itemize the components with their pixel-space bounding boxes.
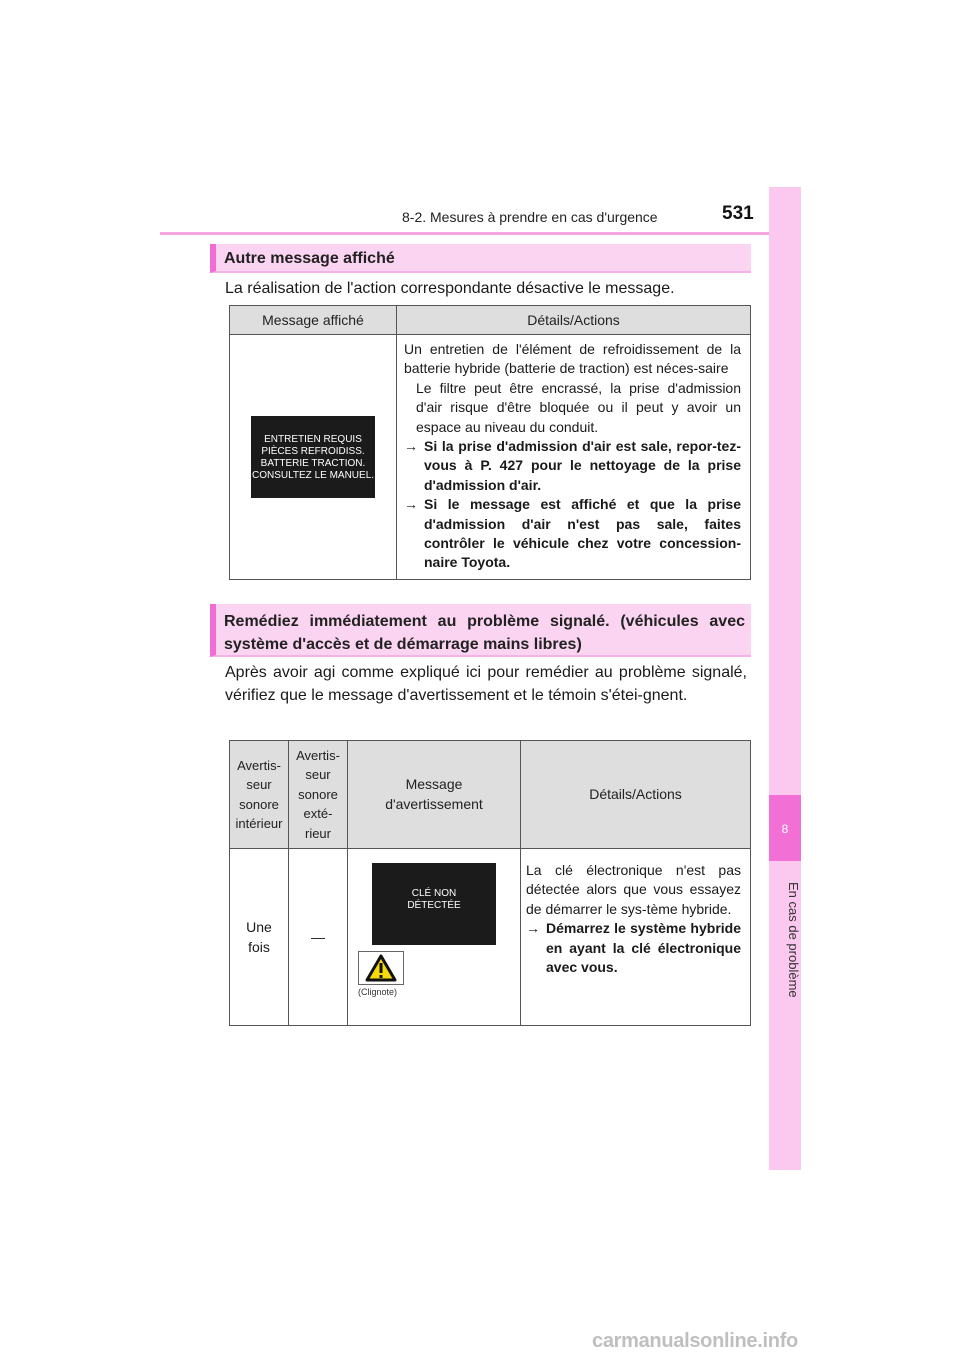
details-main: Un entretien de l'élément de refroidissement de la batterie hybride (batterie de traction) est néces-saire (404, 341, 741, 377)
details-main: La clé électronique n'est pas détectée alors que vous essayez de démarrer le sys-tème hybride. (526, 862, 741, 917)
details-cell (397, 335, 751, 580)
chapter-tab-number: 8 (781, 822, 789, 836)
display-cooling-maintenance (251, 416, 375, 498)
arrow-icon: → (404, 496, 418, 513)
display-line: DÉTECTÉE (407, 900, 461, 911)
section-heading-other-message: Autre message affiché (210, 244, 751, 273)
blink-label: (Clignote) (358, 987, 398, 997)
header-line: seur (246, 777, 272, 793)
header-line: rieur (304, 825, 331, 841)
col-header-warning-message (348, 741, 521, 849)
warning-table (229, 740, 751, 1026)
display-line: CONSULTEZ LE MANUEL. (251, 469, 375, 481)
col-header-interior-buzzer (230, 741, 289, 849)
action-item (404, 437, 741, 495)
header-line: Avertis- (296, 747, 340, 763)
arrow-icon: → (526, 920, 540, 937)
warning-triangle-icon (359, 952, 403, 984)
arrow-icon: → (404, 438, 418, 455)
chapter-label: 8-2. Mesures à prendre en cas d'urgence (402, 209, 658, 225)
action-text: Si la prise d'admission d'air est sale, repor-tez-vous à P. 427 pour le nettoyage de la prise d'admission d'air. (424, 438, 741, 493)
message-display-cell (230, 335, 397, 580)
display-key-not-detected (372, 863, 496, 945)
header-line: Message (405, 776, 463, 793)
section-heading-remedy: Remédiez immédiatement au problème signalé. (véhicules avec système d'accès et de démarrage mains libres) (210, 604, 751, 657)
action-item (526, 919, 741, 977)
table-row (230, 849, 751, 1026)
col-header-details: Détails/Actions (397, 306, 751, 335)
page-number: 531 (722, 203, 754, 224)
other-message-table (229, 305, 751, 580)
col-header-details: Détails/Actions (521, 741, 751, 849)
master-warning-light (358, 951, 404, 985)
cell-line: fois (248, 939, 270, 955)
table-header-row (230, 306, 751, 335)
col-header-exterior-buzzer (289, 741, 348, 849)
details-cell (521, 849, 751, 1026)
details-note: Le filtre peut être encrassé, la prise d'admission d'air risque d'être bloquée ou il peut y avoir un espace au niveau du conduit. (416, 379, 741, 435)
header-line: intérieur (235, 815, 283, 831)
table-header-row (230, 741, 751, 849)
chapter-side-tab (769, 187, 801, 1170)
display-line: CLÉ NON (411, 888, 457, 899)
display-line: PIÈCES REFROIDISS. (261, 445, 365, 457)
section1-intro: La réalisation de l'action correspondante désactive le message. (225, 280, 675, 297)
header-line: Avertis- (237, 757, 281, 773)
watermark: carmanualsonline.info (592, 1330, 798, 1352)
header-line: d'avertissement (385, 795, 483, 812)
interior-buzzer-cell (230, 849, 289, 1026)
cell-line: Une (246, 919, 272, 935)
action-text: Si le message est affiché et que la prise d'admission d'air n'est pas sale, faites contrôler le véhicule chez votre concession-naire Toyota. (424, 496, 741, 571)
header-line: seur (305, 767, 331, 783)
header-line: sonore (239, 796, 279, 812)
table-row (230, 335, 751, 580)
display-line: ENTRETIEN REQUIS (264, 433, 362, 445)
chapter-tab-title: En cas de problème (786, 882, 801, 998)
header-line: exté- (303, 806, 333, 822)
section2-intro: Après avoir agi comme expliqué ici pour remédier au problème signalé, vérifiez que le message d'avertissement et le témoin s'étei-gnent. (225, 664, 747, 704)
header-line: sonore (298, 786, 338, 802)
display-line: BATTERIE TRACTION. (260, 457, 366, 469)
warning-message-cell (348, 849, 521, 1026)
exterior-buzzer-cell: — (289, 849, 348, 1026)
action-item (404, 495, 741, 573)
col-header-message: Message affiché (230, 306, 397, 335)
action-text: Démarrez le système hybride en ayant la clé électronique avec vous. (546, 920, 741, 976)
header-rule (160, 232, 800, 235)
